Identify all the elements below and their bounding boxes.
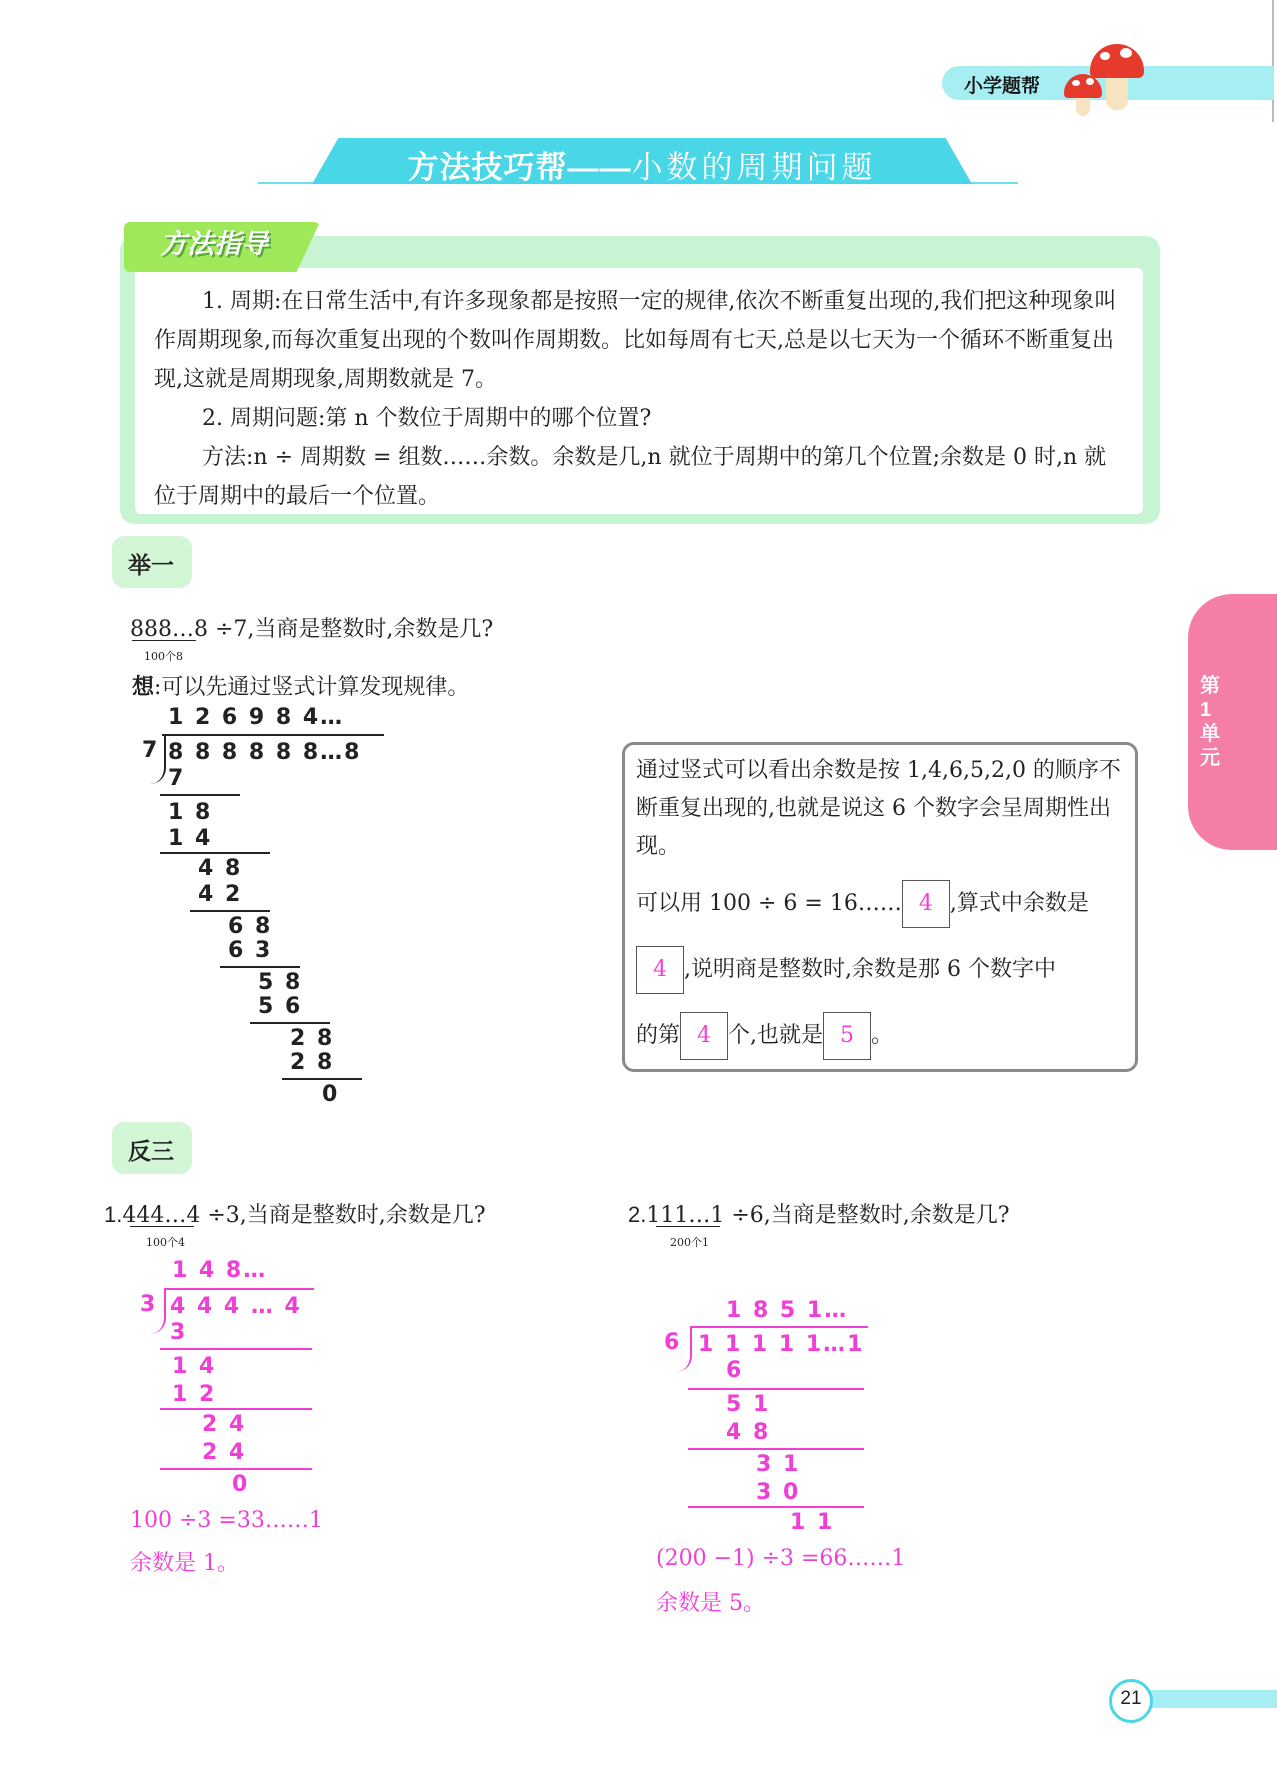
answer-box-3[interactable]: 4: [680, 1012, 728, 1060]
q2-division-bar: [690, 1326, 868, 1328]
unit-side-tab: [1188, 594, 1277, 850]
q1-step: 3: [170, 1320, 186, 1345]
q2-quotient: 1 8 5 1…: [726, 1298, 849, 1323]
q1-rule: [160, 1408, 312, 1410]
division-rule: [160, 852, 270, 854]
question-1-text: ÷3,当商是整数时,余数是几?: [200, 1203, 486, 1228]
title-main: 方法技巧帮——: [407, 150, 632, 185]
example-quotient: 1 2 6 9 8 4…: [168, 705, 345, 730]
division-step: 4 2: [198, 882, 243, 907]
q2-calculation: (200 −1) ÷3 =66……1: [656, 1546, 906, 1571]
division-rule: [190, 910, 270, 912]
q1-calculation: 100 ÷3 =33……1: [130, 1508, 323, 1533]
unit-tab-label: 第1单元: [1200, 675, 1220, 769]
q1-step: 0: [232, 1472, 248, 1497]
callout-text-4c: 。: [871, 1023, 894, 1048]
question-1-dividend: 444…4: [122, 1203, 201, 1228]
think-label: 想: [132, 674, 155, 699]
example-dividend: 8 8 8 8 8 8…8: [168, 740, 362, 765]
q2-rule: [688, 1388, 864, 1390]
example-division-bracket: [150, 736, 166, 784]
callout-line-2: [636, 880, 1126, 928]
q1-rule: [160, 1468, 312, 1470]
division-step: 5 8: [258, 970, 303, 995]
division-step: 1 4: [168, 826, 213, 851]
practice-tag: [112, 1122, 192, 1174]
q2-step: 4 8: [726, 1420, 771, 1445]
method-body: [154, 282, 1124, 516]
method-label: 方法指导: [160, 229, 268, 259]
example-divisor: 7: [142, 738, 158, 763]
practice-tag-label: 反三: [128, 1138, 174, 1164]
q2-answer: 余数是 5。: [656, 1591, 765, 1616]
division-step: 4 8: [198, 856, 243, 881]
q2-step: 3 1: [756, 1452, 801, 1477]
mushroom-cap-icon: [1090, 44, 1144, 78]
question-1-number: 1.: [104, 1202, 123, 1227]
callout-text-2a: 可以用 100 ÷ 6 = 16……: [636, 891, 902, 916]
question-1-brace: [130, 1226, 194, 1233]
q1-step: 1 2: [172, 1382, 217, 1407]
example-brace-label: 100个8: [144, 650, 183, 663]
practice-question-2: [628, 1198, 1010, 1229]
page-title: [312, 142, 972, 187]
q1-rule: [160, 1348, 312, 1350]
example-brace: [132, 640, 196, 647]
q1-division-bar: [164, 1288, 314, 1290]
example-tag: [112, 536, 192, 588]
division-rule: [220, 966, 300, 968]
q2-step: 1 1: [790, 1510, 835, 1535]
header-tag-text: 小学题帮: [964, 76, 1041, 97]
q1-step: 2 4: [202, 1412, 247, 1437]
division-step: 2 8: [290, 1050, 335, 1075]
division-rule: [282, 1078, 362, 1080]
page-number-badge: [1109, 1679, 1153, 1723]
division-step: 5 6: [258, 994, 303, 1019]
callout-text-2b: ,算式中余数是: [949, 891, 1089, 916]
q2-step: 5 1: [726, 1392, 771, 1417]
page-edge-rule: [1272, 0, 1274, 122]
mushroom-icon: [1106, 74, 1128, 110]
division-step: 6 8: [228, 914, 273, 939]
q2-step: 3 0: [756, 1480, 801, 1505]
q1-quotient: 1 4 8…: [172, 1258, 268, 1283]
q2-step: 6: [726, 1358, 742, 1383]
example-question-number: 888…8: [130, 617, 208, 642]
q1-division-bracket: [150, 1290, 166, 1334]
answer-box-4[interactable]: 5: [823, 1012, 871, 1060]
q1-dividend: 4 4 4 … 4: [170, 1294, 302, 1319]
method-paragraph-1: 1. 周期:在日常生活中,有许多现象都是按照一定的规律,依次不断重复出现的,我们把这种现象叫作周期现象,而每次重复出现的个数叫作周期数。比如每周有七天,总是以七天为一个循环不断重复出现,这就是周期现象,周期数就是 7。: [154, 289, 1117, 392]
q1-divisor: 3: [140, 1292, 156, 1317]
page-number: 21: [1120, 1688, 1142, 1709]
example-tag-label: 举一: [128, 552, 174, 578]
question-2-dividend: 111…1: [646, 1203, 725, 1228]
page-number-bar: [1150, 1690, 1277, 1708]
q2-rule: [688, 1448, 864, 1450]
question-2-text: ÷6,当商是整数时,余数是几?: [724, 1203, 1010, 1228]
callout-line-4: [636, 1012, 1126, 1060]
example-question-text: ÷7,当商是整数时,余数是几?: [208, 617, 494, 642]
division-step: 1 8: [168, 800, 213, 825]
division-rule: [250, 1022, 330, 1024]
answer-box-1[interactable]: 4: [902, 880, 950, 928]
question-2-number: 2.: [628, 1202, 647, 1227]
division-step: 7: [168, 766, 184, 791]
callout-text-4b: 个,也就是: [728, 1023, 824, 1048]
question-2-brace-label: 200个1: [670, 1236, 709, 1249]
question-1-brace-label: 100个4: [146, 1236, 185, 1249]
example-think: [132, 670, 469, 701]
q2-divisor: 6: [664, 1330, 680, 1355]
practice-question-1: [104, 1198, 486, 1229]
q1-step: 2 4: [202, 1440, 247, 1465]
answer-box-2[interactable]: 4: [636, 946, 684, 994]
division-step: 2 8: [290, 1026, 335, 1051]
example-division-bar: [162, 734, 384, 736]
example-question: [130, 612, 493, 643]
callout-text-4a: 的第: [636, 1023, 681, 1048]
division-rule: [160, 794, 240, 796]
question-2-brace: [656, 1226, 720, 1233]
method-paragraph-3: 方法:n ÷ 周期数 = 组数……余数。余数是几,n 就位于周期中的第几个位置;余数是 0 时,n 就位于周期中的最后一个位置。: [154, 445, 1107, 509]
division-step: 0: [322, 1082, 338, 1107]
q1-step: 1 4: [172, 1354, 217, 1379]
q1-answer: 余数是 1。: [130, 1551, 239, 1576]
q2-dividend: 1 1 1 1 1…1: [698, 1332, 865, 1357]
q2-division-bracket: [676, 1328, 692, 1372]
q2-rule: [688, 1506, 864, 1508]
explanation-text: [636, 752, 1126, 1060]
think-text: :可以先通过竖式计算发现规律。: [154, 675, 470, 700]
callout-line-3: [636, 946, 1126, 994]
method-paragraph-2: 2. 周期问题:第 n 个数位于周期中的哪个位置?: [202, 406, 652, 431]
division-step: 6 3: [228, 938, 273, 963]
callout-text-1: 通过竖式可以看出余数是按 1,4,6,5,2,0 的顺序不断重复出现的,也就是说这 6 个数字会呈周期性出现。: [636, 758, 1121, 859]
callout-text-3: ,说明商是整数时,余数是那 6 个数字中: [684, 957, 1056, 982]
title-sub: 小数的周期问题: [631, 150, 877, 185]
